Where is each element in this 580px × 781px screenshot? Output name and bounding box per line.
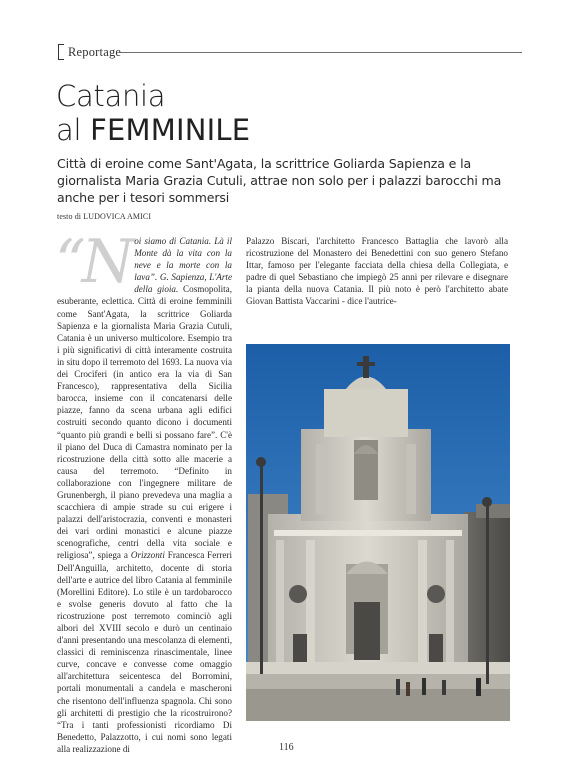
article-title (56, 80, 250, 147)
drop-cap: “N (55, 227, 131, 297)
quote-source: G. Sapienza, L'Arte della gioia. (134, 272, 233, 295)
page-number: 116 (279, 742, 294, 753)
section-tag (58, 44, 121, 60)
right-column: Palazzo Biscari, l'architetto Francesco Battaglia che lavorò alla ricostruzione del Monastero dei Benedettini con suo genero Stefano Ittar, famoso per l'elegante facciata della chiesa della Collegiata, e padre di quel Sebastiano che impiegò 25 anni per rilevare e disegnare la pianta della nuova Catania. Il più noto è però l'architetto abate Giovan Battista Vaccarini - dice l'autrice- (246, 236, 508, 307)
title-line-2 (56, 113, 250, 147)
cathedral-photo (246, 344, 510, 721)
opening-quote: oi siamo di Catania. Là il Monte dà la vita con la neve e la morte con la lava”. (134, 236, 232, 283)
cathedral-illustration (246, 344, 510, 721)
body-text-2: Francesca Ferreri Dell'Anguilla, architetto, docente di storia dell'arte e autrice del libro Catania al femminile (Morellini Editore). Lo stile è un tardobarocco e svolse generis dovuto al fatto che la ricostruzione post terremoto cominciò agli albori del XVIII secolo e durò un centinaio d'anni presentando una mescolanza di elementi, classici di reminiscenza rinascimentale, linee curve, concave e convesse come omaggio all'architettura seicentesca del Borromini, portali monumentali a candela e mascheroni che risentono dell'influenza spagnola. Chi sono gli architetti di prestigio che la ricostruirono? “Tra i tanti professionisti ricordiamo Di Benedetto, Palazzotto, i cui nomi sono legati alla realizzazione di (57, 550, 232, 754)
title-line-2-small: al (56, 113, 91, 147)
title-line-2-big: FEMMINILE (90, 113, 251, 147)
magazine-name: Orizzonti (130, 550, 165, 561)
left-column (55, 227, 233, 755)
header-rule (120, 52, 522, 53)
title-line-1: Catania (56, 79, 166, 113)
article-subtitle: Città di eroine come Sant'Agata, la scrittrice Goliarda Sapienza e la giornalista Maria Grazia Cutuli, attrae non solo per i palazzi barocchi ma anche per i tesori sommersi (57, 156, 502, 205)
section-label: Reportage (68, 44, 122, 59)
body-text-1: Cosmopolita, esuberante, eclettica. Città di eroine femminili come Sant'Agata, la scrittrice Goliarda Sapienza e la giornalista Maria Grazia Cutuli, Catania è un universo multicolore. Esempio tra i più significativi di città interamente costruita in situ dopo il terremoto del 1693. La nuova via dei Crociferi (in antico era la via di San Francesco), rappresentativa della Sicilia barocca, insieme con il concatenarsi delle piazze, fanno da scena urbana agli edifici costruiti secondo quanto dicono i documenti “quanto più grandi e belli si possano fare”. C'è il piano del Duca di Camastra nominato per la ricostruzione della città sotto alle macerie a causa del terremoto. “Definito in collaborazione con l'ingegnere militare de Grunenbergh, il piano prevedeva una maglia a scacchiera di ampie strade su cui erigere i palazzi dell'aristocrazia, conventi e monasteri dei vari ordini monastici e alcune piazze scenografiche, centri della vita sociale e religiosa”, spiega a (57, 284, 232, 561)
section-bracket (58, 44, 64, 60)
author-credit: testo di LUDOVICA AMICI (57, 212, 152, 221)
